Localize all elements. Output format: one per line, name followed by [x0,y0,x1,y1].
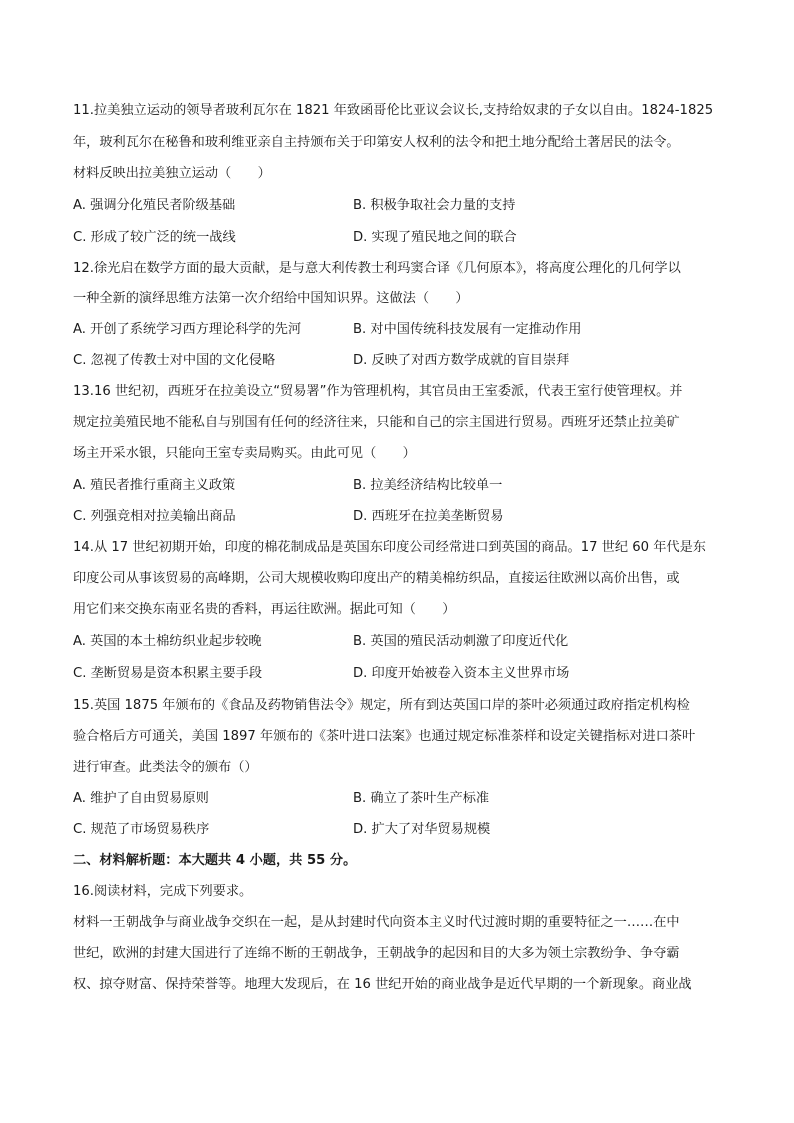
q11-stem-line-1: 11.拉美独立运动的领导者玻利瓦尔在 1821 年致函哥伦比亚议会议长,支持给奴隶的子女以自由。1824-1825 [73,103,714,118]
q15-option-d[interactable]: D. 扩大了对华贸易规模 [353,822,491,837]
q15-stem-line-2: 验合格后方可通关，美国 1897 年颁布的《茶叶进口法案》也通过规定标准茶样和设定关键指标对进口茶叶 [73,729,696,744]
q11-option-a[interactable]: A. 强调分化殖民者阶级基础 [73,198,236,213]
q14-stem-line-3: 用它们来交换东南亚名贵的香料，再运往欧洲。据此可知（ ） [73,602,456,617]
q16-material-line-1: 材料一王朝战争与商业战争交织在一起，是从封建时代向资本主义时代过渡时期的重要特征之一……在中 [73,915,680,930]
q14-stem-line-1: 14.从 17 世纪初期开始，印度的棉花制成品是英国东印度公司经常进口到英国的商品。17 世纪 60 年代是东 [73,540,706,555]
q13-stem-line-2: 规定拉美殖民地不能私自与别国有任何的经济往来，只能和自己的宗主国进行贸易。西班牙还禁止拉美矿 [73,415,680,430]
q13-option-c[interactable]: C. 列强竞相对拉美输出商品 [73,509,236,524]
q11-option-c[interactable]: C. 形成了较广泛的统一战线 [73,230,236,245]
q12-stem-line-2: 一种全新的演绎思维方法第一次介绍给中国知识界。这做法（ ） [73,291,469,306]
q14-option-b[interactable]: B. 英国的殖民活动刺激了印度近代化 [353,634,569,649]
q15-option-b[interactable]: B. 确立了茶叶生产标准 [353,791,490,806]
q16-material-line-3: 权、掠夺财富、保持荣誉等。地理大发现后，在 16 世纪开始的商业战争是近代早期的一个新现象。商业战 [73,977,692,992]
q12-option-a[interactable]: A. 开创了系统学习西方理论科学的先河 [73,322,302,337]
q14-option-d[interactable]: D. 印度开始被卷入资本主义世界市场 [353,666,570,681]
q15-option-c[interactable]: C. 规范了市场贸易秩序 [73,822,210,837]
q14-stem-line-2: 印度公司从事该贸易的高峰期，公司大规模收购印度出产的精美棉纺织品，直接运往欧洲以高价出售，或 [73,571,680,586]
q11-option-b[interactable]: B. 积极争取社会力量的支持 [353,198,516,213]
q16-material-line-2: 世纪，欧洲的封建大国进行了连绵不断的王朝战争，王朝战争的起因和目的大多为领土宗教纷争、争夺霸 [73,946,680,961]
q12-option-b[interactable]: B. 对中国传统科技发展有一定推动作用 [353,322,582,337]
q13-option-b[interactable]: B. 拉美经济结构比较单一 [353,478,503,493]
q12-option-d[interactable]: D. 反映了对西方数学成就的盲目崇拜 [353,353,570,368]
q12-option-c[interactable]: C. 忽视了传教士对中国的文化侵略 [73,353,276,368]
q14-option-a[interactable]: A. 英国的本土棉纺织业起步较晚 [73,634,262,649]
q11-stem-line-2: 年，玻利瓦尔在秘鲁和玻利维亚亲自主持颁布关于印第安人权利的法令和把土地分配给土著居民的法令。 [73,135,680,150]
q14-option-c[interactable]: C. 垄断贸易是资本积累主要手段 [73,666,263,681]
q13-stem-line-1: 13.16 世纪初，西班牙在拉美设立“贸易署”作为管理机构，其官员由王室委派，代表王室行使管理权。并 [73,384,683,399]
q13-stem-line-3: 场主开采水银，只能向王室专卖局购买。由此可见（ ） [73,446,416,461]
q15-option-a[interactable]: A. 维护了自由贸易原则 [73,791,209,806]
q12-stem-line-1: 12.徐光启在数学方面的最大贡献，是与意大利传教士利玛窦合译《几何原本》，将高度公理化的几何学以 [73,261,681,276]
q15-stem-line-1: 15.英国 1875 年颁布的《食品及药物销售法令》规定，所有到达英国口岸的茶叶必须通过政府指定机构检 [73,698,690,713]
q15-stem-line-3: 进行审查。此类法令的颁布（） [73,760,258,775]
q13-option-a[interactable]: A. 殖民者推行重商主义政策 [73,478,236,493]
q11-stem-line-3: 材料反映出拉美独立运动（ ） [73,166,271,181]
q13-option-d[interactable]: D. 西班牙在拉美垄断贸易 [353,509,504,524]
section-heading: 二、材料解析题：本大题共 4 小题，共 55 分。 [73,853,357,868]
q11-option-d[interactable]: D. 实现了殖民地之间的联合 [353,230,517,245]
q16-title: 16.阅读材料，完成下列要求。 [73,884,253,899]
